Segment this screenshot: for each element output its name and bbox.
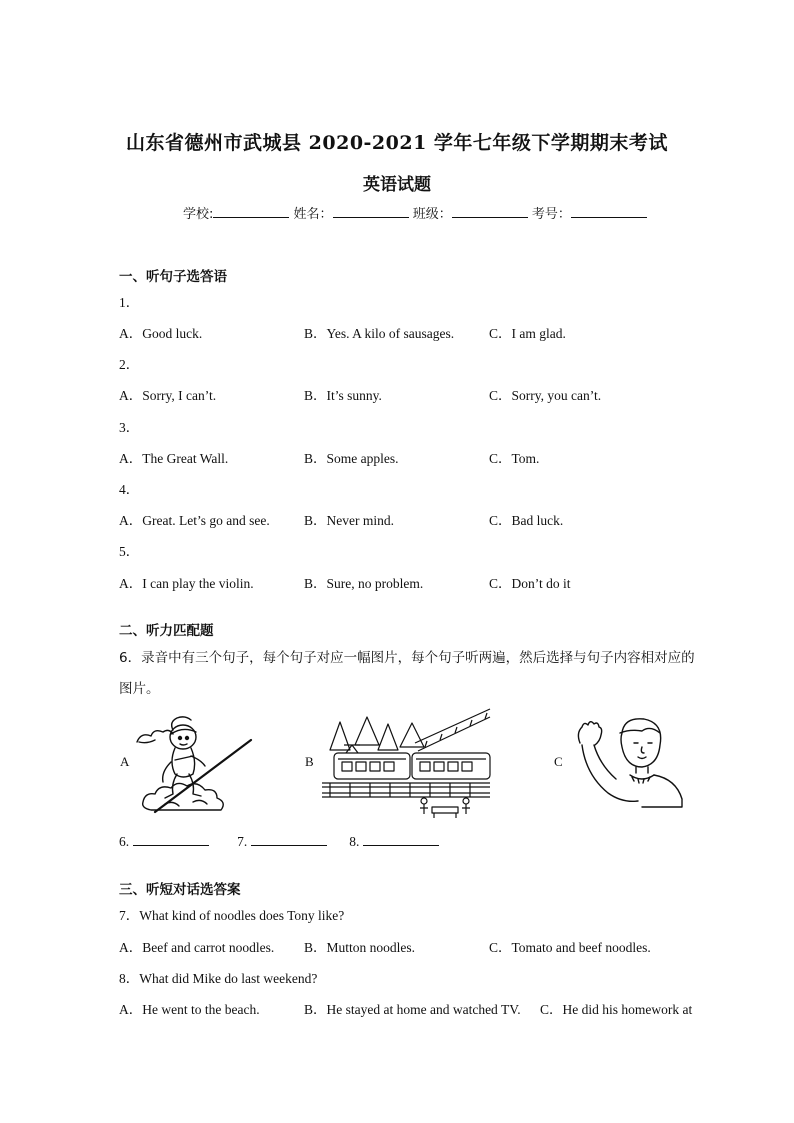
answer-label-8: 8. [349, 834, 360, 849]
question-instruction-cont: 图片。 [119, 681, 160, 697]
question-number: 4． [119, 482, 140, 497]
option-c: C．He did his homework at [540, 1002, 693, 1017]
option-a: A．Sorry, I can’t. [119, 388, 217, 403]
section-heading: 三、听短对话选答案 [119, 882, 241, 898]
option-b: B．Sure, no problem. [304, 576, 424, 591]
question-instruction: 6．录音中有三个句子，每个句子对应一幅图片，每个句子听两遍，然后选择与句子内容相对应的 [119, 650, 695, 666]
option-a: A．Beef and carrot noodles. [119, 940, 275, 955]
train-picture [320, 705, 492, 820]
option-c: C．I am glad. [489, 326, 566, 341]
class-blank[interactable] [452, 204, 528, 218]
page-title: 山东省德州市武城县 2020-2021 学年七年级下学期期末考试 [126, 132, 668, 154]
question-number: 3． [119, 420, 140, 435]
option-c: C．Don’t do it [489, 576, 571, 591]
option-a: A．He went to the beach. [119, 1002, 260, 1017]
option-c: C．Bad luck. [489, 513, 564, 528]
option-c: C．Sorry, you can’t. [489, 388, 602, 403]
exam-number-blank[interactable] [571, 204, 647, 218]
answer-blank-6[interactable] [133, 832, 209, 846]
option-b: B．It’s sunny. [304, 388, 382, 403]
answer-row [119, 832, 439, 850]
option-b: B．He stayed at home and watched TV. [304, 1002, 521, 1017]
school-blank[interactable] [213, 204, 289, 218]
school-label: 学校: [183, 207, 214, 222]
question-text: 8．What did Mike do last weekend? [119, 971, 318, 986]
question-number: 2． [119, 357, 140, 372]
option-a: A．Great. Let’s go and see. [119, 513, 270, 528]
page-subtitle: 英语试题 [363, 175, 431, 195]
exam-number-label: 考号： [531, 207, 571, 222]
name-label: 姓名： [293, 207, 333, 222]
option-a: A．I can play the violin. [119, 576, 254, 591]
answer-label-7: 7. [237, 834, 248, 849]
waving-boy-picture [574, 713, 686, 811]
student-info-row [183, 203, 647, 222]
question-number: 1． [119, 295, 140, 310]
option-c: C．Tomato and beef noodles. [489, 940, 651, 955]
answer-label-6: 6. [119, 834, 130, 849]
option-a: A．Good luck. [119, 326, 203, 341]
picture-label-b: B [305, 754, 314, 769]
option-a: A．The Great Wall. [119, 451, 229, 466]
option-b: B．Yes. A kilo of sausages. [304, 326, 455, 341]
answer-blank-8[interactable] [363, 832, 439, 846]
question-number: 5． [119, 544, 140, 559]
picture-label-a: A [120, 754, 130, 769]
monkey-king-picture [135, 712, 260, 820]
question-text: 7．What kind of noodles does Tony like? [119, 908, 345, 923]
option-c: C．Tom. [489, 451, 540, 466]
section-heading: 二、听力匹配题 [119, 623, 214, 639]
option-b: B．Never mind. [304, 513, 394, 528]
option-b: B．Some apples. [304, 451, 399, 466]
answer-blank-7[interactable] [251, 832, 327, 846]
name-blank[interactable] [333, 204, 409, 218]
option-b: B．Mutton noodles. [304, 940, 416, 955]
section-heading: 一、听句子选答语 [119, 269, 227, 285]
class-label: 班级： [412, 207, 452, 222]
picture-label-c: C [554, 754, 563, 769]
